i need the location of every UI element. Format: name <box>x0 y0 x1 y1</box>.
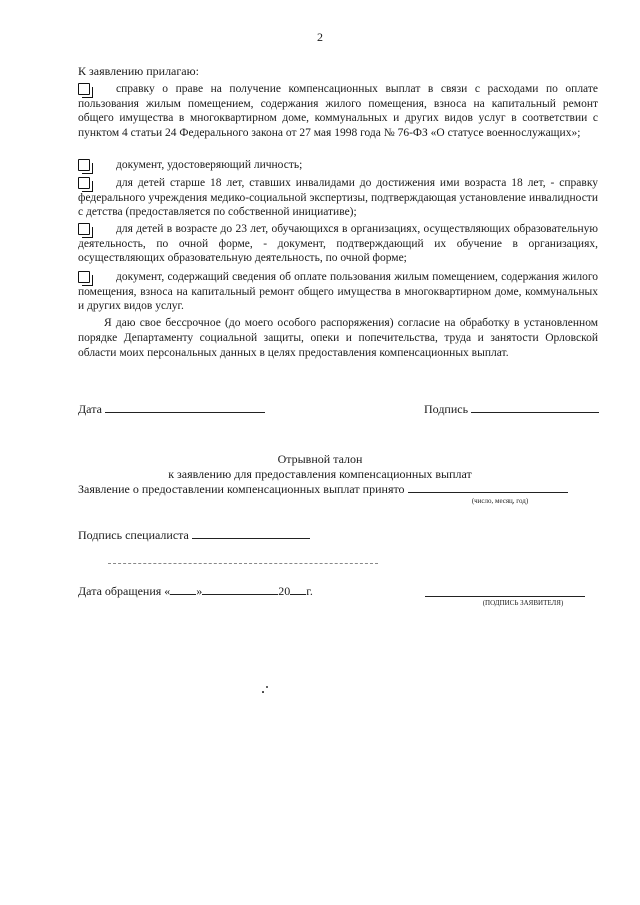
scan-speck <box>266 686 268 688</box>
checkbox-icon[interactable] <box>78 83 90 95</box>
checkbox-icon[interactable] <box>78 271 90 283</box>
appeal-date-field <box>78 584 313 599</box>
specialist-signature-label: Подпись специалиста <box>78 528 189 542</box>
attachments-intro: К заявлению прилагаю: <box>78 64 199 78</box>
appeal-month-blank[interactable] <box>202 594 278 595</box>
accepted-label: Заявление о предоставлении компенсационных выплат принято <box>78 482 405 496</box>
page-number: 2 <box>317 30 323 44</box>
checkbox-icon[interactable] <box>78 159 90 171</box>
accepted-field <box>78 482 568 497</box>
signature-label: Подпись <box>424 402 469 416</box>
appeal-year-prefix: 20 <box>278 584 291 598</box>
accepted-date-caption: (число, месяц, год) <box>471 497 529 505</box>
applicant-signature-blank[interactable] <box>425 596 585 597</box>
coupon-subtitle: к заявлению для предоставления компенсационных выплат <box>168 467 472 481</box>
attachment-item-disability-certificate <box>78 176 598 220</box>
appeal-date-label: Дата обращения « <box>78 584 171 598</box>
attachment-item-payment-document <box>78 270 598 314</box>
coupon-title: Отрывной талон <box>277 452 363 466</box>
appeal-year-suffix: г. <box>306 584 313 598</box>
attachment-item-text: для детей старше 18 лет, ставших инвалидами до достижения ими возраста 18 лет, - справку федерального учреждения медико-социальной экспертизы, подтверждающая установление инвалидности с детства (предоставляется по собственной инициативе); <box>78 177 598 218</box>
consent-paragraph: Я даю свое бессрочное (до моего особого распоряжения) согласие на обработку в установленном порядке Департаменту социальной защиты, опеки и попечительства, труда и занятости Орловской области моих персональных данных в целях предоставления компенсационных выплат. <box>78 317 598 359</box>
attachment-item-identity-document <box>78 158 598 173</box>
appeal-day-blank[interactable] <box>170 594 196 595</box>
attachment-item-text: документ, содержащий сведения об оплате пользования жилым помещением, содержания жилого помещения, взноса на капитальный ремонт общего имущества в многоквартирном доме, коммунальных и других видов услуг. <box>78 271 598 312</box>
attachment-item-text: справку о праве на получение компенсационных выплат в связи с расходами по оплате пользования жилым помещением, содержания жилого помещения, взноса на капитальный ремонт общего имущества в многоквартирном доме, коммунальных и других видов услуг в соответствии с пунктом 4 статьи 24 Федерального закона от 27 мая 1998 года № 76-ФЗ «О статусе военнослужащих»; <box>78 83 598 139</box>
attachment-item-text: для детей в возрасте до 23 лет, обучающихся в организациях, осуществляющих образовательную деятельность, по очной форме, - документ, подтверждающий их обучение в организациях, осуществляющих образовательную деятельность, по очной форме; <box>78 223 598 264</box>
specialist-signature-blank[interactable] <box>192 538 310 539</box>
attachment-item-text: документ, удостоверяющий личность; <box>116 159 303 171</box>
specialist-signature-field <box>78 528 310 543</box>
scan-speck <box>262 691 264 693</box>
date-field <box>78 402 265 417</box>
checkbox-icon[interactable] <box>78 177 90 189</box>
signature-blank[interactable] <box>471 412 599 413</box>
signature-field <box>424 402 599 417</box>
attachment-item-education-document <box>78 222 598 266</box>
date-label: Дата <box>78 402 102 416</box>
appeal-year-blank[interactable] <box>290 594 306 595</box>
accepted-date-blank[interactable] <box>408 492 568 493</box>
specialist-name-line <box>108 563 378 564</box>
checkbox-icon[interactable] <box>78 223 90 235</box>
date-blank[interactable] <box>105 412 265 413</box>
applicant-signature-caption: (ПОДПИСЬ ЗАЯВИТЕЛЯ) <box>482 599 564 607</box>
attachment-item-military-certificate <box>78 82 598 140</box>
appeal-date-quote: » <box>196 584 203 598</box>
